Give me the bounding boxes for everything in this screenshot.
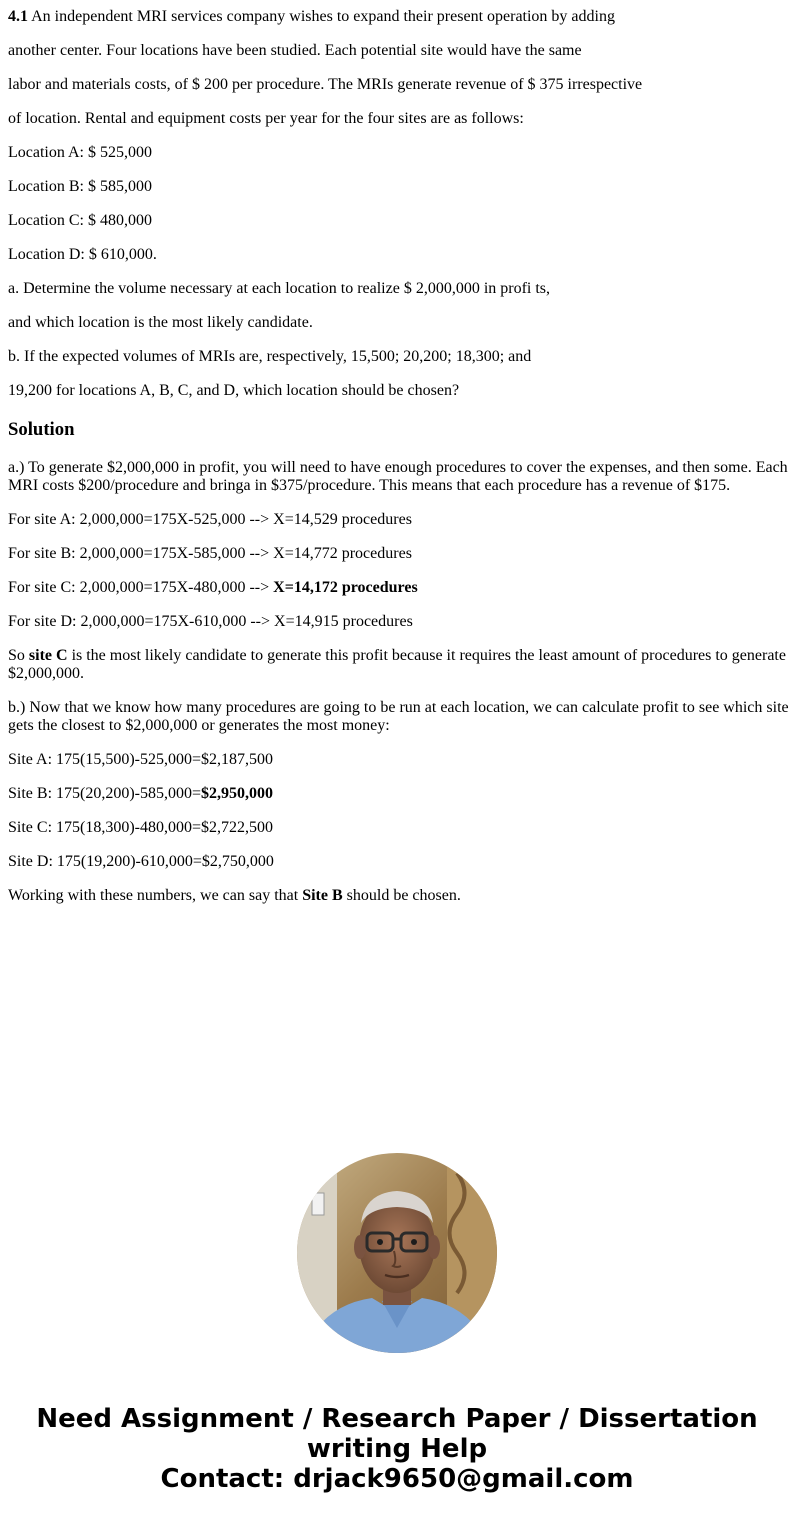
conclusion-a-prefix: So — [8, 647, 29, 664]
banner-contact-email: Contact: drjack9650@gmail.com — [160, 1464, 634, 1494]
site-a-profit: Site A: 175(15,500)-525,000=$2,187,500 — [8, 751, 274, 768]
question-part-a-1: a. Determine the volume necessary at each location to realize $ 2,000,000 in profi ts, — [8, 280, 551, 297]
site-c-volume-result: X=14,172 procedures — [273, 579, 418, 596]
conclusion-a-site: site C — [28, 647, 68, 664]
question-text-1: An independent MRI services company wishes to expand their present operation by adding — [31, 8, 615, 25]
question-line-1 — [8, 8, 615, 26]
question-part-a-2: and which location is the most likely candidate. — [8, 314, 313, 331]
conclusion-a-suffix: is the most likely candidate to generate this profit because it requires the least amount of procedures to generate $2,000,000. — [8, 647, 786, 682]
site-d-profit: Site D: 175(19,200)-610,000=$2,750,000 — [8, 853, 274, 870]
conclusion-b-suffix: should be chosen. — [342, 887, 461, 904]
solution-intro-b: b.) Now that we know how many procedures are going to be run at each location, we can calculate profit to see which site gets the closest to $2,000,000 or generates the most money: — [8, 699, 789, 734]
site-b-profit-result: $2,950,000 — [201, 785, 274, 802]
site-a-volume: For site A: 2,000,000=175X-525,000 --> X=14,529 procedures — [8, 511, 412, 528]
conclusion-b-prefix: Working with these numbers, we can say that — [8, 887, 303, 904]
site-b-volume: For site B: 2,000,000=175X-585,000 --> X=14,772 procedures — [8, 545, 412, 562]
location-d-cost: Location D: $ 610,000. — [8, 246, 157, 263]
contact-banner — [0, 1404, 794, 1494]
site-c-profit: Site C: 175(18,300)-480,000=$2,722,500 — [8, 819, 274, 836]
avatar — [297, 1153, 497, 1353]
question-line-4: of location. Rental and equipment costs per year for the four sites are as follows: — [8, 110, 524, 127]
solution-heading: Solution — [8, 419, 75, 440]
question-part-b-1: b. If the expected volumes of MRIs are, respectively, 15,500; 20,200; 18,300; and — [8, 348, 532, 365]
question-line-2: another center. Four locations have been studied. Each potential site would have the same — [8, 42, 582, 59]
conclusion-b-site: Site B — [302, 887, 343, 904]
conclusion-b — [8, 887, 790, 905]
site-b-profit-text: Site B: 175(20,200)-585,000= — [8, 785, 202, 802]
site-b-profit — [8, 785, 790, 803]
banner-line-1: Need Assignment / Research Paper / Dissertation — [36, 1404, 758, 1434]
banner-line-2: writing Help — [306, 1434, 488, 1464]
site-c-volume-text: For site C: 2,000,000=175X-480,000 --> — [8, 579, 274, 596]
question-part-b-2: 19,200 for locations A, B, C, and D, which location should be chosen? — [8, 382, 460, 399]
conclusion-a — [8, 647, 790, 683]
avatar-portrait-image — [297, 1153, 497, 1353]
site-c-volume — [8, 579, 790, 597]
question-line-3: labor and materials costs, of $ 200 per procedure. The MRIs generate revenue of $ 375 irrespective — [8, 76, 643, 93]
location-b-cost: Location B: $ 585,000 — [8, 178, 152, 195]
question-number: 4.1 — [8, 8, 28, 25]
location-a-cost: Location A: $ 525,000 — [8, 144, 152, 161]
site-d-volume: For site D: 2,000,000=175X-610,000 --> X=14,915 procedures — [8, 613, 413, 630]
solution-intro-a: a.) To generate $2,000,000 in profit, you will need to have enough procedures to cover the expenses, and then some. Each MRI costs $200/procedure and bringa in $375/procedure. This means that each procedure has a revenue of $175. — [8, 459, 788, 494]
location-c-cost: Location C: $ 480,000 — [8, 212, 152, 229]
